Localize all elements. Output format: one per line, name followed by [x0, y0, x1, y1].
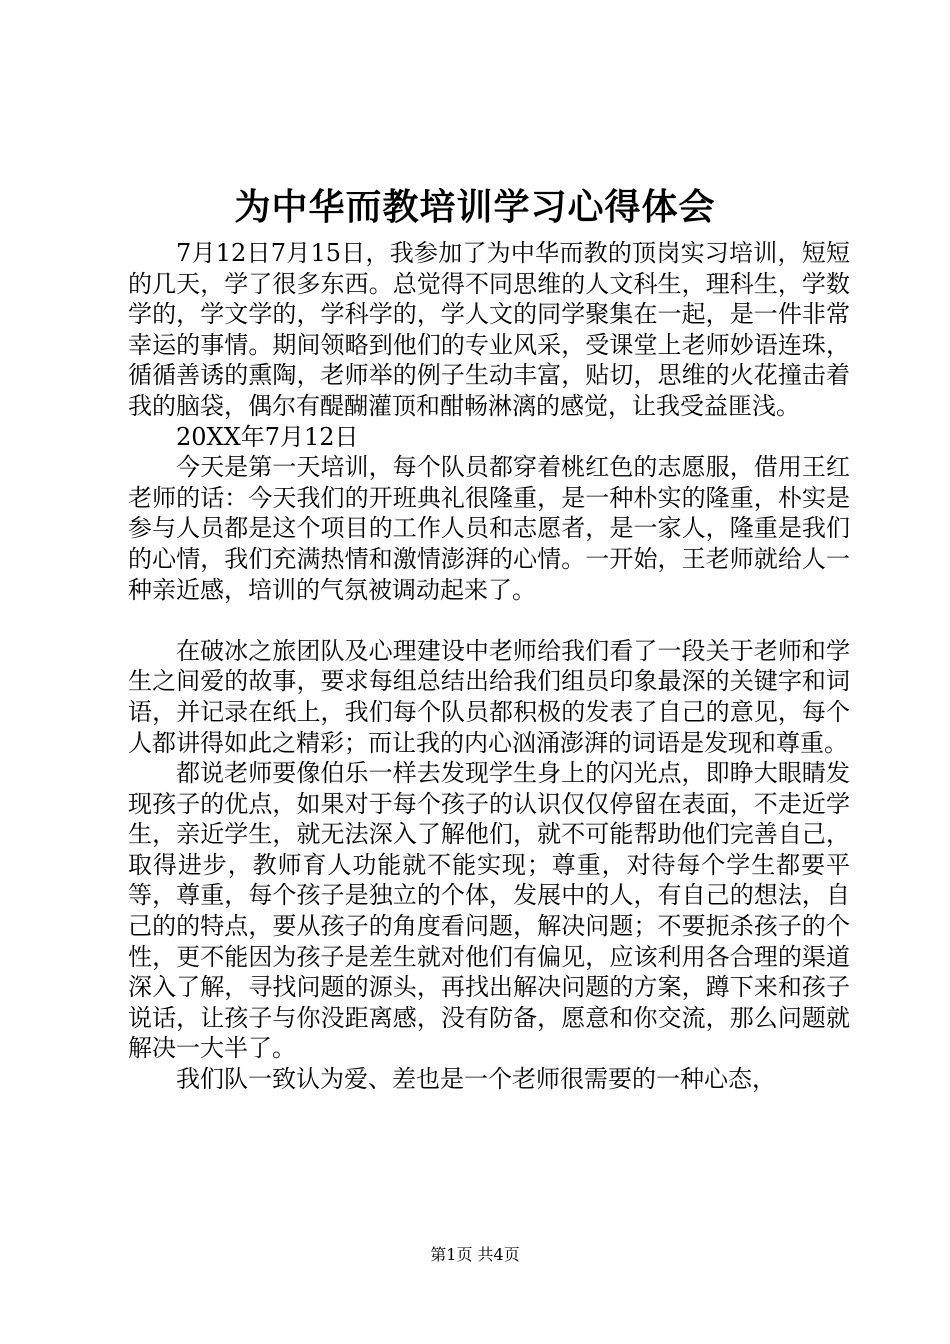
page-footer: 第1页 共4页 — [430, 1245, 520, 1264]
paragraph-1: 7月12日7月15日，我参加了为中华而教的顶岗实习培训，短短的几天，学了很多东西。总觉得不同思维的人文科生，理科生，学数学的，学文学的，学科学的，学人文的同学聚集在一起，是一件非常幸运的事情。期间领略到他们的专业风采，受课堂上老师妙语连珠，循循善诱的熏陶，老师举的例子生动丰富，贴切，思维的火花撞击着我的脑袋，偶尔有醍醐灌顶和酣畅淋漓的感觉，让我受益匪浅。 — [128, 239, 850, 420]
paragraph-4: 都说老师要像伯乐一样去发现学生身上的闪光点，即睁大眼睛发现孩子的优点，如果对于每个孩子的认识仅仅停留在表面，不走近学生，亲近学生，就无法深入了解他们，就不可能帮助他们完善自己，取得进步，教师育人功能就不能实现；尊重，对待每个学生都要平等，尊重，每个孩子是独立的个体，发展中的人，有自己的想法，自己的的特点，要从孩子的角度看问题，解决问题；不要扼杀孩子的个性，更不能因为孩子是差生就对他们有偏见，应该利用各合理的渠道深入了解，寻找问题的源头，再找出解决问题的方案，蹲下来和孩子说话，让孩子与你没距离感，没有防备，愿意和你交流，那么问题就解决一大半了。 — [128, 759, 850, 1063]
date-line: 20XX年7月12日 — [176, 422, 359, 451]
paragraph-2: 今天是第一天培训，每个队员都穿着桃红色的志愿服，借用王红老师的话：今天我们的开班典礼很隆重，是一种朴实的隆重，朴实是参与人员都是这个项目的工作人员和志愿者，是一家人，隆重是我们的心情，我们充满热情和激情澎湃的心情。一开始，王老师就给人一种亲近感，培训的气氛被调动起来了。 — [128, 453, 850, 604]
document-body — [128, 238, 850, 1095]
blank-line — [128, 605, 850, 636]
document-title: 为中华而教培训学习心得体会 — [234, 187, 716, 228]
paragraph-3: 在破冰之旅团队及心理建设中老师给我们看了一段关于老师和学生之间爱的故事，要求每组总结出给我们组员印象最深的关键字和词语，并记录在纸上，我们每个队员都积极的发表了自己的意见，每个人都讲得如此之精彩；而让我的内心汹涌澎湃的词语是发现和尊重。 — [128, 636, 850, 757]
paragraph-5: 我们队一致认为爱、差也是一个老师很需要的一种心态， — [176, 1065, 776, 1094]
